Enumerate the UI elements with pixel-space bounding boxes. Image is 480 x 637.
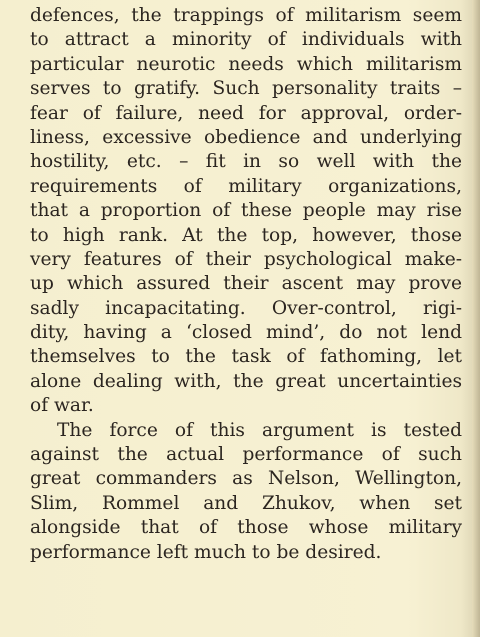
text-line: Slim, Rommel and Zhukov, when set <box>30 492 462 514</box>
paragraph-2 <box>30 419 462 565</box>
text-line: dity, having a ‘closed mind’, do not lend <box>30 322 462 344</box>
text-line: alongside that of those whose military <box>30 517 462 539</box>
text-line: liness, excessive obedience and underlying <box>30 126 462 148</box>
text-line: up which assured their ascent may prove <box>30 273 462 295</box>
text-line: that a proportion of these people may rise <box>30 200 462 222</box>
text-line: themselves to the task of fathoming, let <box>30 346 462 368</box>
text-line: to attract a minority of individuals with <box>30 29 462 51</box>
page-edge <box>472 0 480 637</box>
text-line: fear of failure, need for approval, order- <box>30 102 462 124</box>
text-line: to high rank. At the top, however, those <box>30 224 462 246</box>
body-text <box>30 4 462 565</box>
text-line: serves to gratify. Such personality traits – <box>30 78 462 100</box>
text-line: against the actual performance of such <box>30 444 462 466</box>
text-line: alone dealing with, the great uncertainties <box>30 370 462 392</box>
text-line: The force of this argument is tested <box>57 419 462 441</box>
text-line: defences, the trappings of militarism seem <box>30 5 462 26</box>
paragraph-1 <box>30 4 462 419</box>
text-line: hostility, etc. – fit in so well with the <box>30 151 462 173</box>
text-line: requirements of military organizations, <box>30 175 462 197</box>
text-line: particular neurotic needs which militarism <box>30 53 462 75</box>
text-line: great commanders as Nelson, Wellington, <box>30 468 462 490</box>
text-line: performance left much to be desired. <box>30 541 382 563</box>
text-line: sadly incapacitating. Over-control, rigi- <box>30 297 462 319</box>
text-line: very features of their psychological make- <box>30 248 462 270</box>
text-line: of war. <box>30 395 94 417</box>
